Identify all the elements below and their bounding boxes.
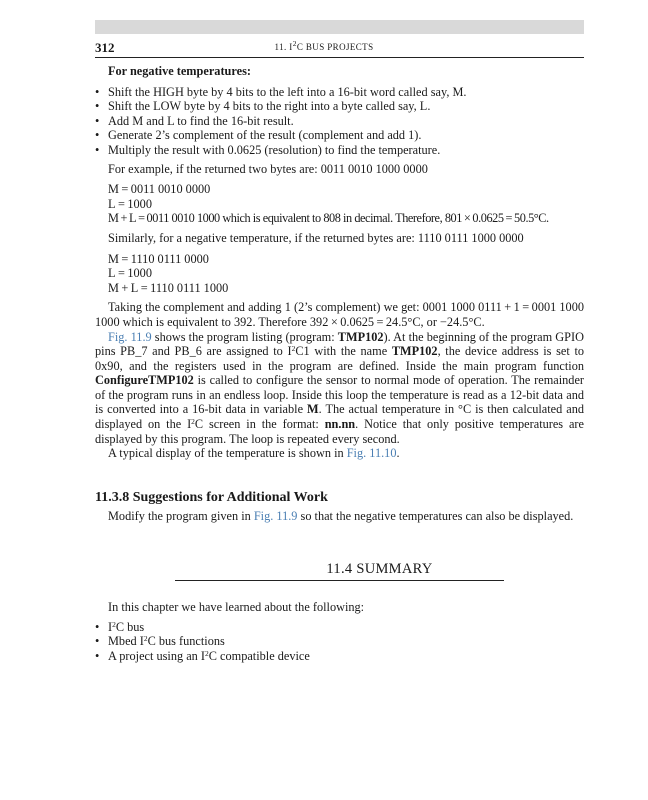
display-paragraph: A typical display of the temperature is shown in Fig. 11.10. (108, 446, 400, 461)
summary-list (95, 620, 584, 664)
equation-line: M + L = 1110 0111 1000 (108, 280, 229, 295)
example-intro: For example, if the returned two bytes are: 0011 0010 1000 0000 (108, 161, 428, 176)
list-item: • Shift the LOW byte by 4 bits to the right into a byte called say, L. (95, 99, 584, 114)
running-title: 11. $I^2C$ BUS PROJECTS (274, 39, 374, 52)
equation-line: M = 0011 0010 0000 (108, 182, 211, 197)
fig-11-10-link[interactable]: Fig. 11.10 (346, 446, 397, 461)
fig-11-9-link[interactable]: Fig. 11.9 (108, 329, 152, 344)
complement-paragraph: Taking the complement and adding 1 (2’s complement) we get: 0001 1000 0111 + 1 = 0001 1000 1000 which is equivalent to 392. Therefore 392 × 0.0625 = 24.5°C, or −24.5°C. (95, 300, 584, 329)
equation-line: M = 1110 0111 0000 (108, 251, 209, 266)
negative-steps-list (95, 85, 584, 158)
summary-heading: 11.4 SUMMARY (326, 561, 433, 578)
section-11-3-8-heading: 11.3.8 Suggestions for Additional Work (95, 489, 328, 505)
header-rule (95, 57, 584, 58)
negative-example-intro: Similarly, for a negative temperature, if the returned bytes are: 1110 0111 1000 0000 (108, 230, 524, 245)
summary-intro: In this chapter we have learned about the following: (108, 600, 365, 615)
equation-line: M + L = 0011 0010 1000 which is equivalent to 808 in decimal. Therefore, 801 × 0.0625 = 50.5°C. (108, 211, 549, 226)
list-item: • Multiply the result with 0.0625 (resolution) to find the temperature. (95, 143, 584, 158)
list-item: • Add M and L to find the 16-bit result. (95, 114, 584, 129)
page-body (95, 64, 584, 663)
list-item: • $I^2C$ bus (95, 620, 584, 635)
equation-line: L = 1000 (108, 196, 152, 211)
fig-11-9-link[interactable]: Fig. 11.9 (253, 509, 298, 524)
program-description-paragraph: Fig. 11.9 shows the program listing (program: TMP102). At the beginning of the program GPIO pins PB_7 and PB_6 are assigned to $I^2C1$ with the name TMP102, the device address is set to 0x90, and the registers used in the program are defined. Inside the main program function ConfigureTMP102 is called to configure the sensor to normal mode of operation. The remainder of the program runs in an endless loop. Inside this loop the temperature is read as a 12-bit data and is converted into a 16-bit data in variable M. The actual temperature in °C is then calculated and displayed on the $I^2C$ screen in the format: nn.nn. Notice that only positive temperatures are displayed by this program. The loop is repeated every second. (95, 329, 585, 446)
negative-example-block (95, 252, 584, 296)
list-item: • A project using an $I^2C$ compatible device (95, 649, 584, 664)
summary-heading-block (95, 562, 584, 582)
list-item: • Mbed $I^2C$ bus functions (95, 634, 584, 649)
list-item: • Generate 2’s complement of the result (complement and add 1). (95, 128, 584, 143)
header-bar (95, 20, 584, 34)
page-number: 312 (95, 40, 115, 55)
summary-rule (175, 580, 504, 581)
additional-work-paragraph: Modify the program given in Fig. 11.9 so that the negative temperatures can also be displayed. (108, 509, 574, 524)
list-item: • Shift the HIGH byte by 4 bits to the left into a 16-bit word called say, M. (95, 85, 584, 100)
equation-line: L = 1000 (108, 266, 152, 281)
negative-temperatures-heading: For negative temperatures: (108, 64, 251, 78)
example-block (95, 182, 584, 226)
